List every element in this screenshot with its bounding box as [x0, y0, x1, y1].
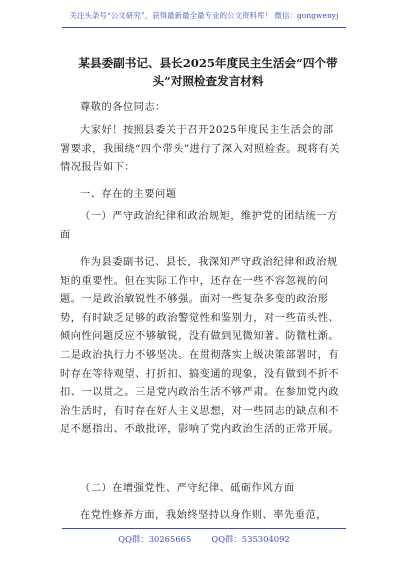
body-paragraph-1: 作为县委副书记、县长，我深知严守政治纪律和政治规矩的重要性。但在实际工作中，还存在一些不容忽视的问题。一是政治敏锐性不够强。面对一些复杂多变的政治形势，有时缺乏足够的政治警觉性和鉴别力，对一些苗头性、倾向性问题反应不够敏锐，没有做到见微知著、防微杜渐。二是政治执行力不够坚决。在贯彻落实上级决策部署时，有时存在等待观望、打折扣、搞变通的现象，没有做到不折不扣、一以贯之。三是党内政治生活不够严肃。在参加党内政治生活时，有时存在好人主义思想，对一些同志的缺点和不足不愿指出、不敢批评，影响了党内政治生活的正常开展。 [60, 257, 340, 436]
body-paragraph-2: 在党性修养方面，我始终坚持以身作则、率先垂范， [80, 510, 327, 521]
footer-qq-group-2: QQ群：535304092 [211, 534, 290, 544]
greeting: 尊敬的各位同志： [80, 102, 166, 113]
subheading-2: （二）在增强党性、严守纪律、砥砺作风方面 [80, 483, 295, 494]
intro-paragraph: 大家好！按照县委关于召开2025年度民主生活会的部署要求，我围绕“四个带头”进行了深入对照检查。现将有关情况报告如下： [60, 125, 340, 174]
footer-divider [62, 528, 346, 529]
document-title: 某县委副书记、县长2025年度民主生活会“四个带头”对照检查发言材料 [78, 56, 338, 88]
footer [0, 533, 408, 545]
subheading-1: （一）严守政治纪律和政治规矩，维护党的团结统一方面 [60, 211, 338, 241]
section-heading: 一、存在的主要问题 [80, 189, 177, 200]
footer-qq-group-1: QQ群：30265665 [118, 534, 192, 544]
header-divider [62, 27, 346, 28]
header-notice: 关注头条号“公文研究”，获得最新最全最专业的公文资料库！ 微信：gongwenyj [69, 11, 339, 20]
